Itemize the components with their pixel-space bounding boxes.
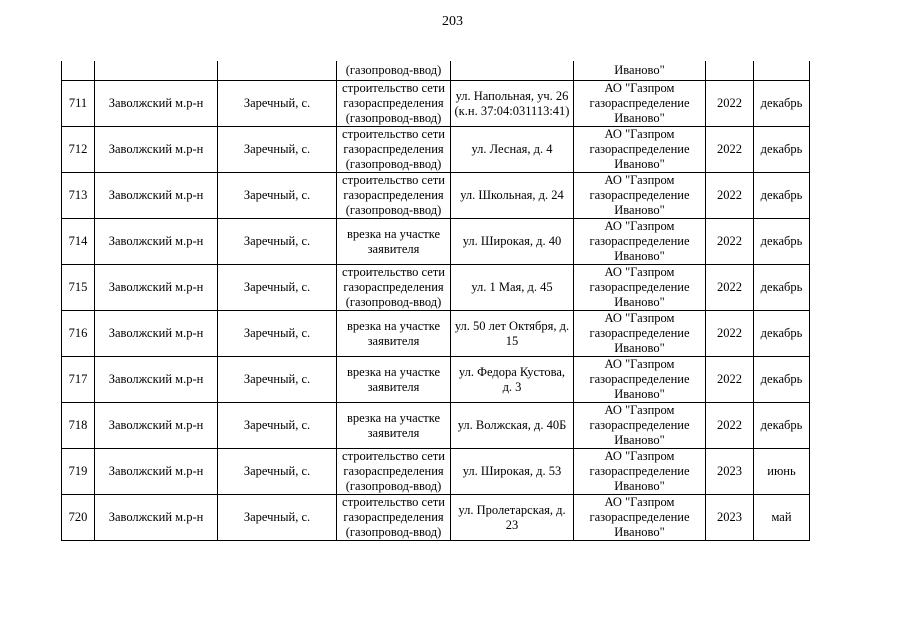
cell-organization: Иваново": [574, 61, 706, 81]
cell-organization: АО "Газпром газораспределение Иваново": [574, 403, 706, 449]
cell-settlement: [218, 61, 337, 81]
cell-work-type: строительство сети газораспределения (газопровод-ввод): [337, 81, 451, 127]
cell-settlement: Заречный, с.: [218, 219, 337, 265]
table-row: [62, 403, 810, 449]
cell-month: декабрь: [754, 357, 810, 403]
cell-number: 712: [62, 127, 95, 173]
cell-number: 719: [62, 449, 95, 495]
cell-settlement: Заречный, с.: [218, 127, 337, 173]
cell-address: ул. 1 Мая, д. 45: [451, 265, 574, 311]
cell-organization: АО "Газпром газораспределение Иваново": [574, 495, 706, 541]
cell-year: 2023: [706, 449, 754, 495]
cell-work-type: врезка на участке заявителя: [337, 311, 451, 357]
cell-organization: АО "Газпром газораспределение Иваново": [574, 311, 706, 357]
cell-organization: АО "Газпром газораспределение Иваново": [574, 173, 706, 219]
cell-settlement: Заречный, с.: [218, 173, 337, 219]
cell-settlement: Заречный, с.: [218, 403, 337, 449]
cell-year: 2022: [706, 265, 754, 311]
cell-month: декабрь: [754, 127, 810, 173]
cell-work-type: строительство сети газораспределения (газопровод-ввод): [337, 127, 451, 173]
table-row: [62, 449, 810, 495]
cell-district: Заволжский м.р-н: [95, 403, 218, 449]
cell-number: 714: [62, 219, 95, 265]
cell-number: [62, 61, 95, 81]
cell-work-type: строительство сети газораспределения (газопровод-ввод): [337, 495, 451, 541]
cell-address: ул. Лесная, д. 4: [451, 127, 574, 173]
cell-month: декабрь: [754, 311, 810, 357]
cell-number: 720: [62, 495, 95, 541]
cell-address: ул. Пролетарская, д. 23: [451, 495, 574, 541]
cell-month: декабрь: [754, 403, 810, 449]
cell-district: Заволжский м.р-н: [95, 495, 218, 541]
cell-year: 2022: [706, 219, 754, 265]
table-row: [62, 311, 810, 357]
cell-district: Заволжский м.р-н: [95, 81, 218, 127]
cell-address: ул. Федора Кустова, д. 3: [451, 357, 574, 403]
table-row: [62, 265, 810, 311]
cell-address: ул. 50 лет Октября, д. 15: [451, 311, 574, 357]
table-body: [62, 61, 810, 541]
cell-work-type: строительство сети газораспределения (газопровод-ввод): [337, 449, 451, 495]
cell-year: [706, 61, 754, 81]
table-row-continuation: [62, 61, 810, 81]
cell-work-type: строительство сети газораспределения (газопровод-ввод): [337, 265, 451, 311]
gasification-table: [61, 61, 810, 541]
cell-district: Заволжский м.р-н: [95, 357, 218, 403]
cell-work-type: врезка на участке заявителя: [337, 403, 451, 449]
cell-settlement: Заречный, с.: [218, 265, 337, 311]
table-row: [62, 81, 810, 127]
cell-number: 711: [62, 81, 95, 127]
cell-year: 2022: [706, 357, 754, 403]
cell-address: ул. Широкая, д. 40: [451, 219, 574, 265]
cell-district: Заволжский м.р-н: [95, 127, 218, 173]
cell-address: ул. Напольная, уч. 26 (к.н. 37:04:031113:41): [451, 81, 574, 127]
cell-district: Заволжский м.р-н: [95, 219, 218, 265]
table-row: [62, 127, 810, 173]
cell-organization: АО "Газпром газораспределение Иваново": [574, 81, 706, 127]
cell-work-type: (газопровод-ввод): [337, 61, 451, 81]
cell-work-type: врезка на участке заявителя: [337, 219, 451, 265]
cell-district: Заволжский м.р-н: [95, 311, 218, 357]
cell-district: Заволжский м.р-н: [95, 449, 218, 495]
table-row: [62, 173, 810, 219]
cell-month: июнь: [754, 449, 810, 495]
cell-year: 2022: [706, 173, 754, 219]
cell-organization: АО "Газпром газораспределение Иваново": [574, 219, 706, 265]
cell-work-type: врезка на участке заявителя: [337, 357, 451, 403]
cell-address: ул. Школьная, д. 24: [451, 173, 574, 219]
cell-year: 2022: [706, 127, 754, 173]
cell-year: 2023: [706, 495, 754, 541]
cell-organization: АО "Газпром газораспределение Иваново": [574, 127, 706, 173]
cell-month: декабрь: [754, 81, 810, 127]
cell-address: ул. Широкая, д. 53: [451, 449, 574, 495]
cell-month: май: [754, 495, 810, 541]
cell-year: 2022: [706, 81, 754, 127]
cell-number: 715: [62, 265, 95, 311]
cell-district: Заволжский м.р-н: [95, 265, 218, 311]
cell-organization: АО "Газпром газораспределение Иваново": [574, 357, 706, 403]
cell-number: 718: [62, 403, 95, 449]
cell-organization: АО "Газпром газораспределение Иваново": [574, 449, 706, 495]
cell-month: декабрь: [754, 265, 810, 311]
cell-month: [754, 61, 810, 81]
table-row: [62, 219, 810, 265]
cell-address: ул. Волжская, д. 40Б: [451, 403, 574, 449]
cell-month: декабрь: [754, 173, 810, 219]
table-row: [62, 357, 810, 403]
cell-settlement: Заречный, с.: [218, 81, 337, 127]
cell-settlement: Заречный, с.: [218, 449, 337, 495]
cell-year: 2022: [706, 403, 754, 449]
cell-number: 716: [62, 311, 95, 357]
cell-year: 2022: [706, 311, 754, 357]
cell-address: [451, 61, 574, 81]
cell-settlement: Заречный, с.: [218, 495, 337, 541]
cell-work-type: строительство сети газораспределения (газопровод-ввод): [337, 173, 451, 219]
cell-settlement: Заречный, с.: [218, 357, 337, 403]
page-number: 203: [442, 14, 463, 29]
cell-month: декабрь: [754, 219, 810, 265]
cell-settlement: Заречный, с.: [218, 311, 337, 357]
cell-district: [95, 61, 218, 81]
cell-organization: АО "Газпром газораспределение Иваново": [574, 265, 706, 311]
cell-district: Заволжский м.р-н: [95, 173, 218, 219]
cell-number: 713: [62, 173, 95, 219]
table-row: [62, 495, 810, 541]
cell-number: 717: [62, 357, 95, 403]
